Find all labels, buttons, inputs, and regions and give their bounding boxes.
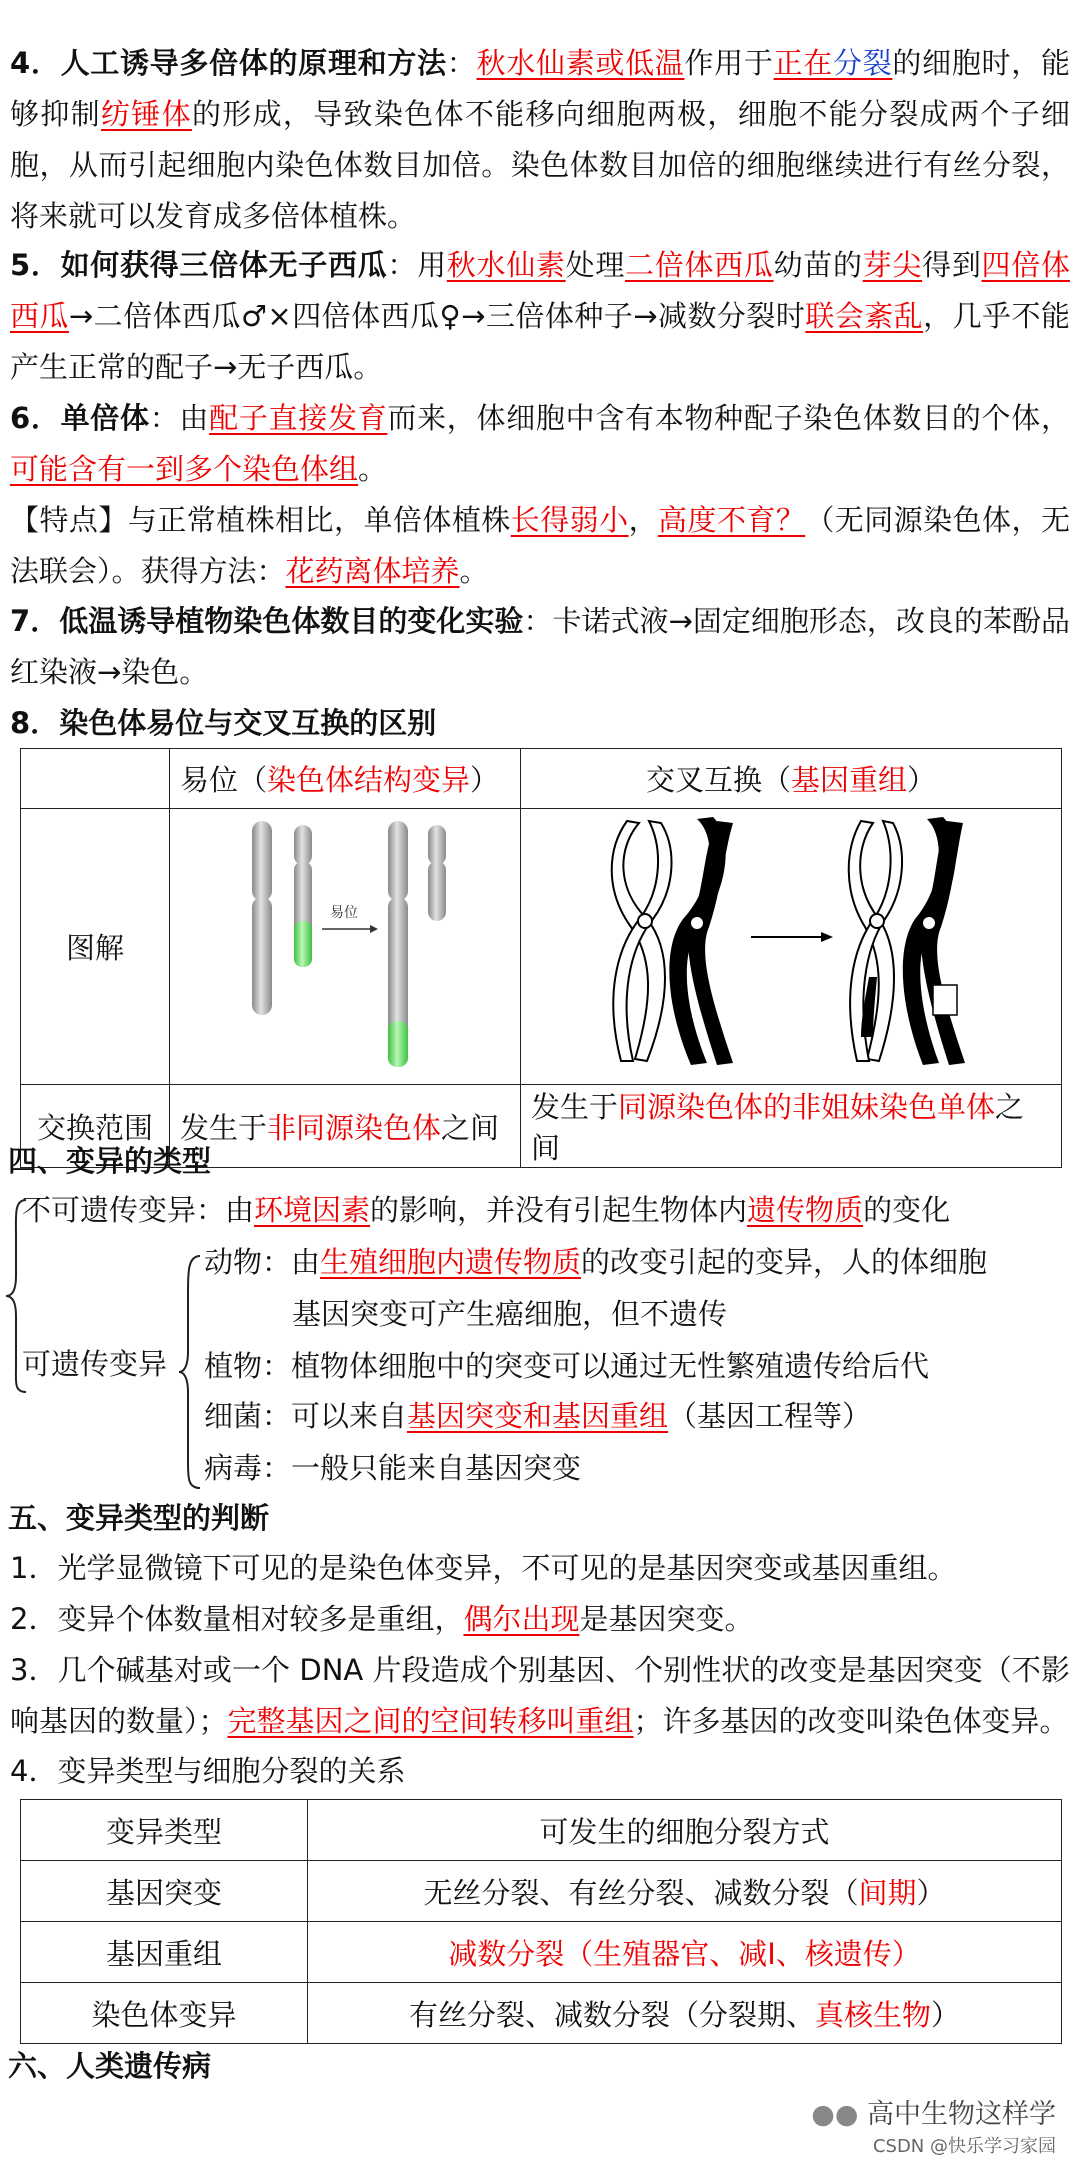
cell-chromosome-variation-division: 有丝分裂、减数分裂（分裂期、真核生物） (308, 1983, 1062, 2044)
row-label-diagram: 图解 (21, 809, 170, 1085)
col-header-type: 变异类型 (21, 1800, 308, 1861)
judgement-1: 1．光学显微镜下可见的是染色体变异，不可见的是基因突变或基因重组。 (10, 1551, 957, 1585)
row-label-range: 交换范围 (21, 1085, 170, 1168)
watermark-main: ●● 高中生物这样学 (811, 2099, 1056, 2130)
table-row (21, 1922, 1062, 1983)
section-4-heading: 四、变异的类型 (8, 1144, 212, 1178)
chromosome-c-arm-top (388, 821, 408, 901)
centromere-4 (922, 916, 936, 930)
p7-title: 7．低温诱导植物染色体数目的变化实验 (10, 604, 524, 638)
watermark-sub: CSDN @快乐学习家园 (872, 2136, 1056, 2157)
judgement-2: 2．变异个体数量相对较多是重组，偶尔出现是基因突变。 (10, 1602, 754, 1636)
section-6-heading: 六、人类遗传病 (8, 2049, 212, 2083)
p4-key1: 秋水仙素或低温 (476, 46, 685, 80)
chromatid-after-4-white-segment (933, 985, 957, 1015)
header-translocation: 易位（染色体结构变异） (170, 749, 521, 809)
cell-gene-recombination-division: 减数分裂（生殖器官、减Ⅰ、核遗传） (308, 1922, 1062, 1983)
translocation-crossover-table (20, 748, 1062, 1168)
animal-variation: 动物：由生殖细胞内遗传物质的改变引起的变异，人的体细胞 (204, 1245, 988, 1279)
bacteria-variation: 细菌：可以来自基因突变和基因重组（基因工程等） (204, 1399, 872, 1433)
inner-brace (176, 1252, 204, 1492)
col-header-division: 可发生的细胞分裂方式 (308, 1800, 1062, 1861)
p4-key2: 正在分裂 (773, 46, 893, 80)
arrow-head (370, 925, 378, 933)
header-crossover: 交叉互换（基因重组） (521, 749, 1062, 809)
table-row (21, 1800, 1062, 1861)
wechat-icon: ●● (811, 2099, 859, 2130)
chromosome-d-arm-bottom (428, 861, 446, 921)
heritable-variation-label: 可遗传变异 (22, 1347, 168, 1381)
paragraph-7: 7．低温诱导植物染色体数目的变化实验：卡诺式液→固定细胞形态，改良的苯酚品红染液→染色。 (10, 604, 1070, 689)
translocation-range: 发生于非同源染色体之间 (170, 1085, 521, 1168)
translocation-diagram-cell (170, 809, 521, 1085)
chromosome-a-arm-bottom (252, 897, 272, 1015)
p4-key3: 纺锤体 (100, 97, 192, 131)
paragraph-5: 5．如何获得三倍体无子西瓜：用秋水仙素处理二倍体西瓜幼苗的芽尖得到四倍体西瓜→二倍体西瓜♂×四倍体西瓜♀→三倍体种子→减数分裂时联会紊乱，几乎不能产生正常的配子→无子西瓜。 (10, 248, 1070, 384)
chromosome-c-green-segment (388, 1021, 408, 1067)
p6-title: 6．单倍体 (10, 401, 150, 435)
p8-title: 8．染色体易位与交叉互换的区别 (10, 706, 437, 740)
section-5-heading: 五、变异类型的判断 (8, 1501, 270, 1535)
crossover-diagram (521, 809, 1061, 1077)
crossover-diagram-cell (521, 809, 1062, 1085)
cell-gene-recombination: 基因重组 (21, 1922, 308, 1983)
variation-types-tree (0, 1182, 1080, 1496)
table-row (21, 749, 1062, 809)
paragraph-4: 4．人工诱导多倍体的原理和方法：秋水仙素或低温作用于正在分裂的细胞时，能够抑制纺锤体的形成，导致染色体不能移向细胞两极，细胞不能分裂成两个子细胞，从而引起细胞内染色体数目加倍。染色体数目加倍的细胞继续进行有丝分裂，将来就可以发育成多倍体植株。 (10, 46, 1070, 233)
judgement-4: 4．变异类型与细胞分裂的关系 (10, 1754, 406, 1788)
cell-gene-mutation: 基因突变 (21, 1861, 308, 1922)
crossover-range: 发生于同源染色体的非姐妹染色单体之间 (521, 1085, 1062, 1168)
arrow-head (821, 932, 833, 942)
chromosome-b-arm-top (294, 825, 312, 865)
chromosome-a-arm-top (252, 821, 272, 901)
paragraph-6: 6．单倍体：由配子直接发育而来，体细胞中含有本物种配子染色体数目的个体，可能含有一到多个染色体组。 (10, 401, 1070, 486)
translocation-diagram (170, 809, 518, 1077)
table-row (21, 1861, 1062, 1922)
arrow-label: 易位 (330, 905, 358, 921)
centromere-1 (638, 914, 652, 928)
plant-variation: 植物：植物体细胞中的突变可以通过无性繁殖遗传给后代 (204, 1349, 930, 1383)
table-row (21, 809, 1062, 1085)
paragraph-8 (0, 698, 1080, 749)
chromosome-b-green-segment (294, 921, 312, 967)
p4-title: 4．人工诱导多倍体的原理和方法 (10, 46, 447, 80)
virus-variation: 病毒：一般只能来自基因突变 (204, 1451, 582, 1485)
table-row (21, 1983, 1062, 2044)
p5-title: 5．如何获得三倍体无子西瓜 (10, 248, 388, 282)
cell-gene-mutation-division: 无丝分裂、有丝分裂、减数分裂（间期） (308, 1861, 1062, 1922)
non-heritable-variation: 不可遗传变异：由环境因素的影响，并没有引起生物体内遗传物质的变化 (22, 1193, 951, 1227)
animal-variation-cont: 基因突变可产生癌细胞，但不遗传 (292, 1297, 728, 1331)
cell-chromosome-variation: 染色体变异 (21, 1983, 308, 2044)
chromosome-d-arm-top (428, 825, 446, 865)
paragraph-features: 【特点】与正常植株相比，单倍体植株长得弱小，高度不育？（无同源染色体，无法联会）。获得方法：花药离体培养。 (10, 503, 1070, 588)
judgement-3: 3．几个碱基对或一个 DNA 片段造成个别基因、个别性状的改变是基因突变（不影响基因的数量）；完整基因之间的空间转移叫重组；许多基因的改变叫染色体变异。 (10, 1653, 1070, 1738)
variation-division-table (20, 1799, 1062, 2044)
centromere-3 (870, 914, 884, 928)
centromere-2 (690, 916, 704, 930)
